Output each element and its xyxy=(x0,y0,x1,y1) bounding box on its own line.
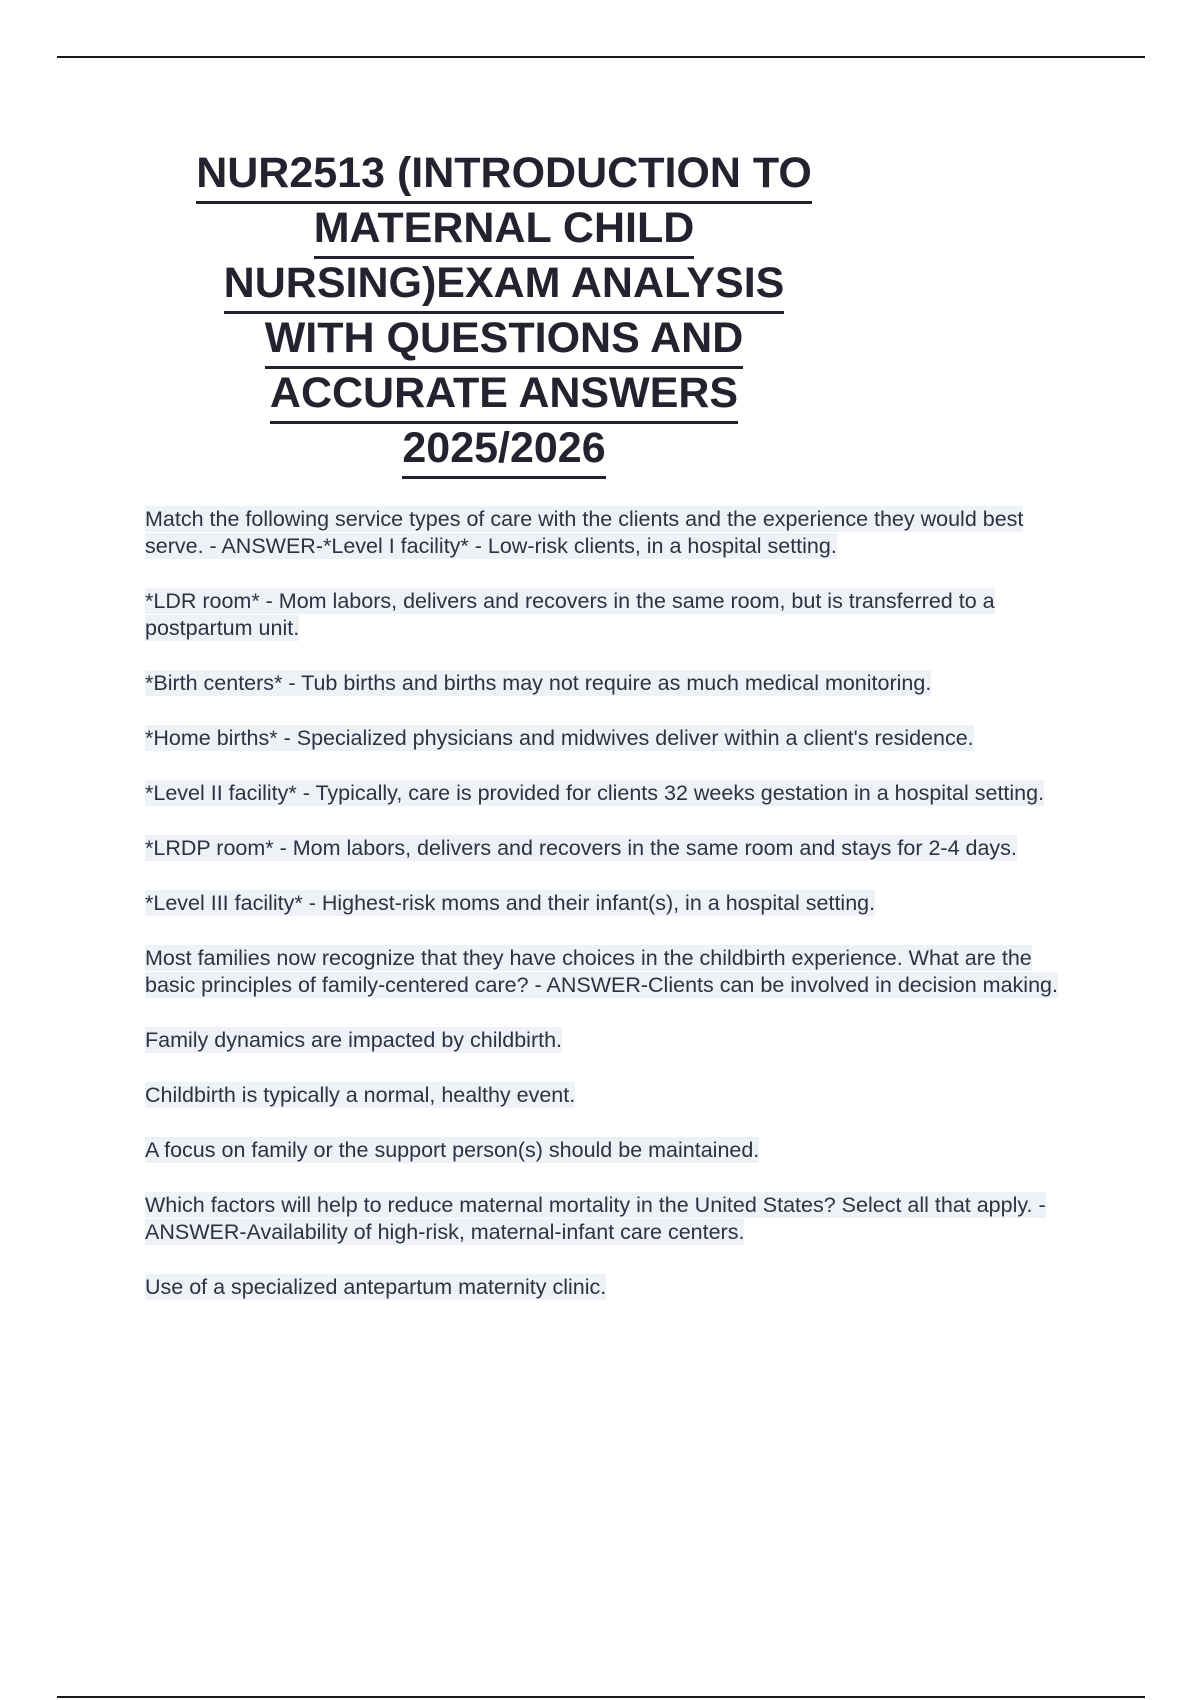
paragraph-text: A focus on family or the support person(s) should be maintained. xyxy=(145,1138,760,1162)
document-title xyxy=(130,146,878,476)
title-line-2: MATERNAL CHILD xyxy=(314,201,695,259)
top-rule xyxy=(57,56,1145,58)
paragraph xyxy=(145,835,1085,862)
title-line-6: 2025/2026 xyxy=(402,421,605,479)
paragraph xyxy=(145,670,1085,697)
paragraph xyxy=(145,588,1085,642)
title-line-3: NURSING)EXAM ANALYSIS xyxy=(224,256,785,314)
paragraph-text: Childbirth is typically a normal, healthy event. xyxy=(145,1083,576,1107)
paragraph xyxy=(145,1027,1085,1054)
title-line-5: ACCURATE ANSWERS xyxy=(270,366,738,424)
paragraph-text: *Birth centers* - Tub births and births may not require as much medical monitoring. xyxy=(145,671,932,695)
paragraph xyxy=(145,780,1085,807)
document-body xyxy=(145,506,1085,1329)
paragraph-text: *Home births* - Specialized physicians and midwives deliver within a client's residence. xyxy=(145,726,974,750)
paragraph-text: Family dynamics are impacted by childbirth. xyxy=(145,1028,563,1052)
paragraph-text: Use of a specialized antepartum maternity clinic. xyxy=(145,1275,607,1299)
paragraph xyxy=(145,890,1085,917)
paragraph xyxy=(145,506,1085,560)
paragraph-text: Which factors will help to reduce maternal mortality in the United States? Select all that apply. - ANSWER-Availability of high-risk, maternal-infant care centers. xyxy=(145,1193,1046,1244)
paragraph-text: *Level III facility* - Highest-risk moms and their infant(s), in a hospital setting. xyxy=(145,891,876,915)
paragraph xyxy=(145,1192,1085,1246)
paragraph xyxy=(145,1082,1085,1109)
paragraph-text: Match the following service types of care with the clients and the experience they would best serve. - ANSWER-*Level I facility* - Low-risk clients, in a hospital setting. xyxy=(145,507,1024,558)
paragraph xyxy=(145,1274,1085,1301)
paragraph-text: Most families now recognize that they have choices in the childbirth experience. What are the basic principles of family-centered care? - ANSWER-Clients can be involved in decision making. xyxy=(145,946,1058,997)
title-line-4: WITH QUESTIONS AND xyxy=(265,311,744,369)
paragraph-text: *LDR room* - Mom labors, delivers and recovers in the same room, but is transferred to a postpartum unit. xyxy=(145,589,995,640)
title-line-1: NUR2513 (INTRODUCTION TO xyxy=(196,146,812,204)
paragraph xyxy=(145,1137,1085,1164)
bottom-rule xyxy=(57,1696,1145,1698)
paragraph-text: *LRDP room* - Mom labors, delivers and recovers in the same room and stays for 2-4 days. xyxy=(145,836,1017,860)
paragraph xyxy=(145,725,1085,752)
paragraph xyxy=(145,945,1085,999)
paragraph-text: *Level II facility* - Typically, care is provided for clients 32 weeks gestation in a hospital setting. xyxy=(145,781,1045,805)
